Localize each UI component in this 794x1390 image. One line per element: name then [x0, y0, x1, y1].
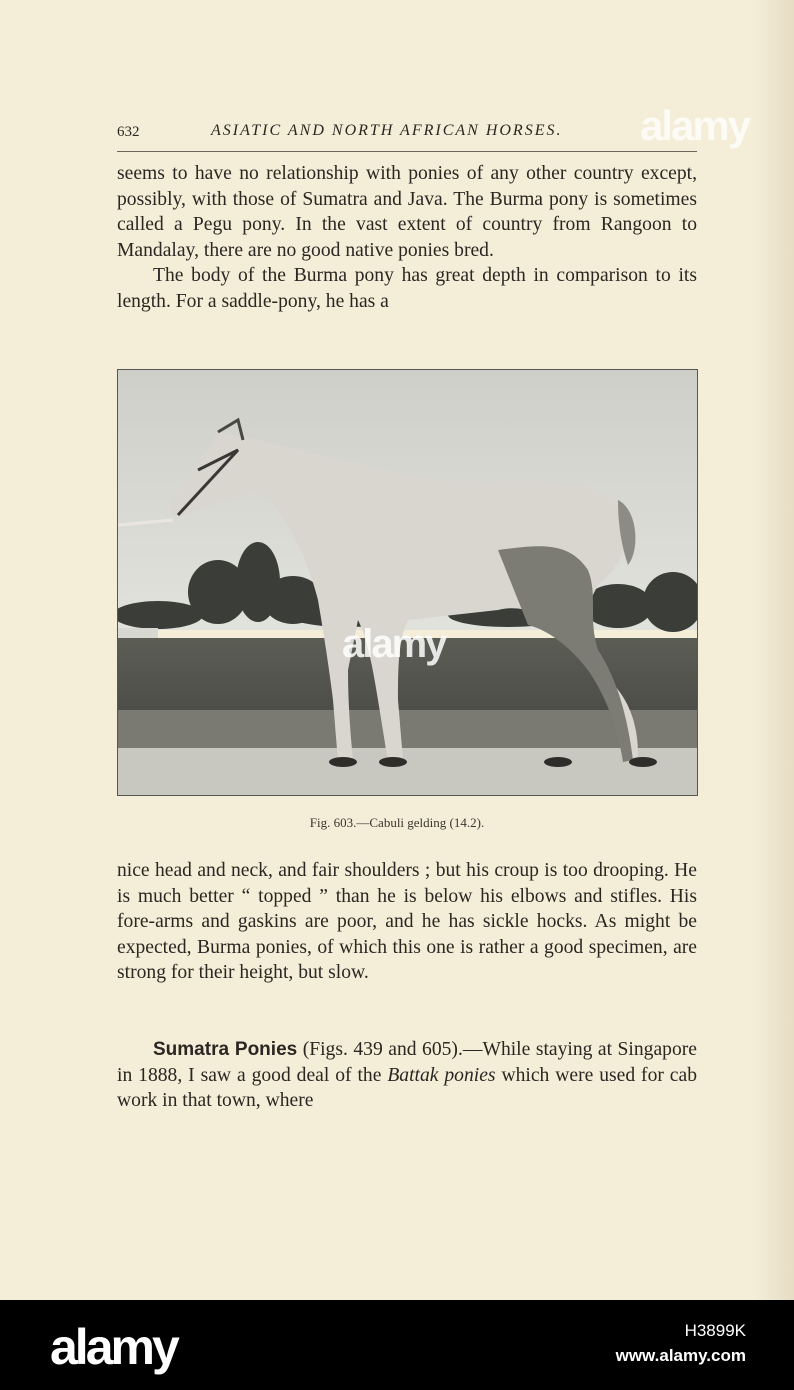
page-number: 632: [117, 124, 140, 140]
bottom-text-block: [117, 858, 697, 986]
horse-photograph: [117, 369, 698, 796]
section-sumatra-ponies: [117, 1037, 697, 1114]
header-rule: [117, 151, 697, 152]
stock-image-id: H3899K: [684, 1321, 746, 1340]
page-edge-shadow: [754, 0, 794, 1300]
section-italic: Battak ponies: [387, 1064, 496, 1086]
section-text-2: which were used for cab work in that town, where: [117, 1064, 697, 1112]
stock-logo: alamy: [50, 1319, 177, 1375]
section-text-1: (Figs. 439 and 605).—While staying at Singapore in 1888, I saw a good deal of the: [117, 1039, 697, 1086]
watermark-top: alamy: [640, 102, 750, 149]
paragraph-1: seems to have no relationship with ponies of any other country except, possibly, with those of Sumatra and Java. The Burma pony is sometimes called a Pegu pony. In the vast extent of country from Rangoon to Mandalay, there are no good native ponies bred.: [117, 163, 697, 261]
section-paragraph: [117, 1037, 697, 1114]
section-heading: Sumatra Ponies: [153, 1039, 298, 1060]
stock-url: www.alamy.com: [615, 1346, 746, 1365]
paragraph-2: The body of the Burma pony has great depth in comparison to its length. For a saddle-pony, he has a: [117, 265, 697, 312]
running-title: ASIATIC AND NORTH AFRICAN HORSES.: [211, 122, 563, 139]
top-text-block: [117, 161, 697, 315]
paragraph-3: nice head and neck, and fair shoulders ; but his croup is too drooping. He is much better “ topped ” than he is below his elbows and stifles. His fore-arms and gaskins are poor, and he has sickle hocks. As might be expected, Burma ponies, of which this one is rather a good specimen, are strong for their height, but slow.: [117, 860, 697, 984]
running-head: [117, 120, 697, 150]
figure-caption: Fig. 603.—Cabuli gelding (14.2).: [309, 815, 485, 830]
watermark-middle: alamy: [342, 622, 446, 666]
